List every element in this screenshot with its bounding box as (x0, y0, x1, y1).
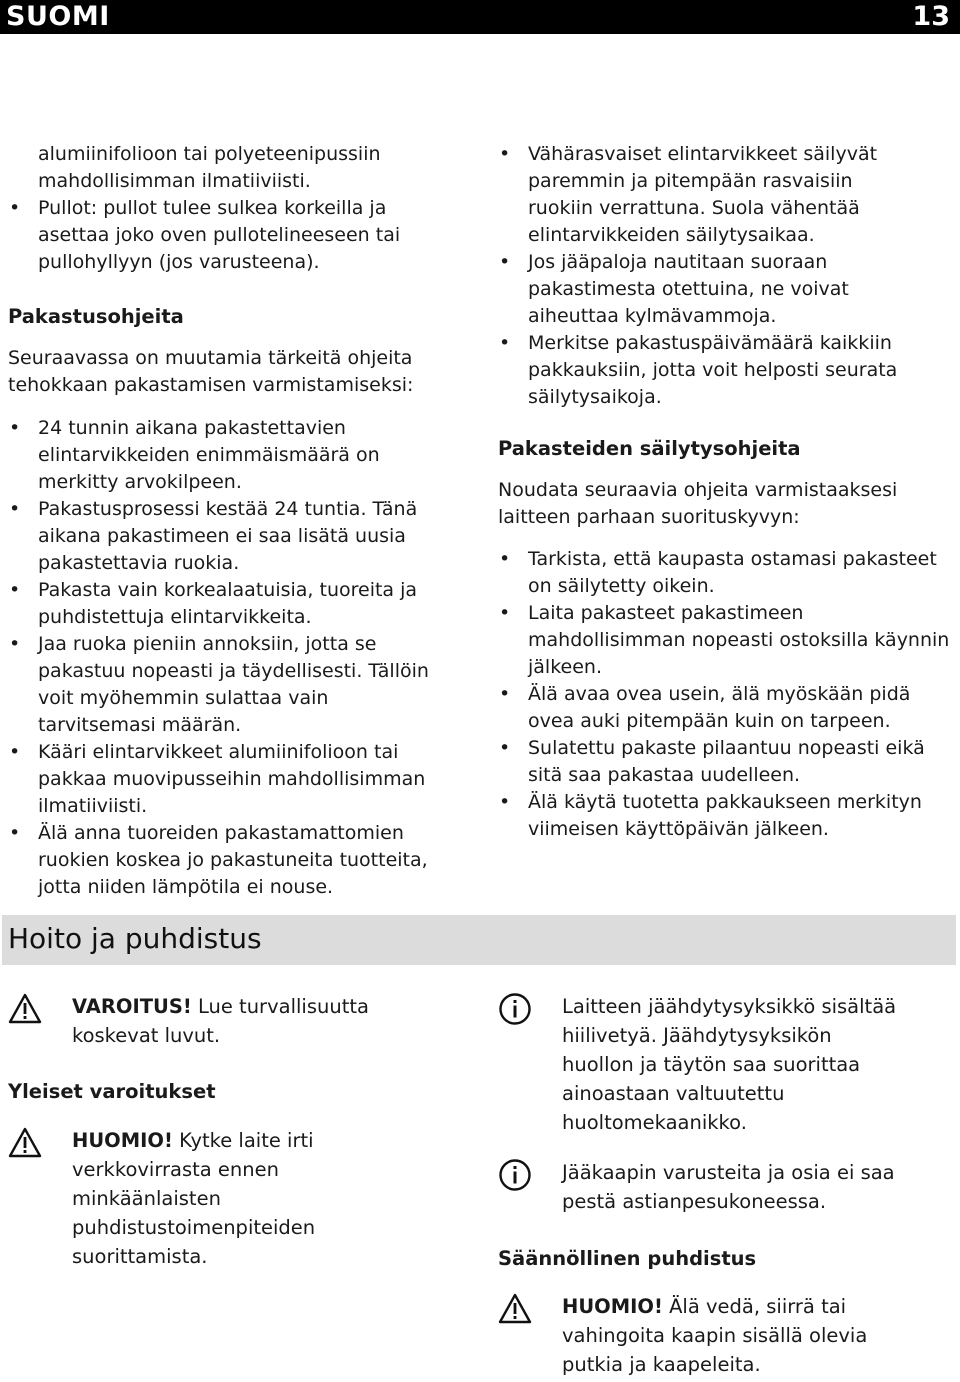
list-item: • Merkitse pakastuspäivämäärä kaikkiin pakkauksiin, jotta voit helposti seurata säilytysaikoja. (499, 332, 898, 408)
page-header (0, 0, 960, 34)
list-item: • Älä anna tuoreiden pakastamattomien ruokien koskea jo pakastuneita tuotteita, jotta niiden lämpötila ei nouse. (9, 822, 428, 898)
warning-triangle-icon (498, 1292, 532, 1326)
bullet-icon: • (499, 143, 511, 165)
warning-triangle-icon (8, 992, 42, 1026)
storage-intro: Noudata seuraavia ohjeita varmistaaksesi laitteen parhaan suorituskyvyn: (498, 479, 898, 528)
subheading-general-warnings: Yleiset varoitukset (8, 1080, 216, 1103)
info-circle-icon (498, 1158, 532, 1192)
info-note-dishwasher (498, 1158, 938, 1222)
bullet-icon: • (499, 683, 511, 705)
list-item: • Sulatettu pakaste pilaantuu nopeasti eikä sitä saa pakastaa uudelleen. (499, 737, 925, 786)
bullet-icon: • (9, 417, 21, 439)
list-item: • Pakastusprosessi kestää 24 tuntia. Tänä aikana pakastimeen ei saa lisätä uusia pakastettavia ruokia. (9, 498, 418, 574)
list-item: • Vähärasvaiset elintarvikkeet säilyvät paremmin ja pitempään rasvaisiin ruokiin verrattuna. Suola vähentää elintarvikkeiden säilytysaikaa. (499, 143, 878, 246)
bullet-icon: • (499, 602, 511, 624)
bullet-icon: • (499, 548, 511, 570)
storage-bullet-list (498, 141, 918, 411)
freezing-intro: Seuraavassa on muutamia tärkeitä ohjeita tehokkaan pakastamisen varmistamiseksi: (8, 347, 414, 396)
bullet-icon: • (9, 822, 21, 844)
section-title: Hoito ja puhdistus (8, 922, 262, 955)
right-column (498, 141, 956, 843)
left-column (8, 141, 468, 901)
bullet-icon: • (499, 791, 511, 813)
bullet-icon: • (9, 633, 21, 655)
caution-note (8, 1126, 448, 1276)
caution-label: HUOMIO! (72, 1129, 173, 1152)
list-item: • Jos jääpaloja nautitaan suoraan pakastimesta otettuina, ne voivat aiheuttaa kylmävammoja. (499, 251, 849, 327)
caution-label: HUOMIO! (562, 1295, 663, 1318)
warning-text: Lue turvallisuutta koskevat luvut. (72, 995, 369, 1047)
list-item: • 24 tunnin aikana pakastettavien elintarvikkeiden enimmäismäärä on merkitty arvokilpeen. (9, 417, 380, 493)
list-item: • Älä avaa ovea usein, älä myöskään pidä ovea auki pitempään kuin on tarpeen. (499, 683, 911, 732)
warning-label: VAROITUS! (72, 995, 192, 1018)
freezing-bullet-list (8, 415, 448, 901)
section-heading-storage: Pakasteiden säilytysohjeita (498, 437, 801, 460)
caution-note-pipes (498, 1292, 938, 1380)
bullet-icon: • (499, 332, 511, 354)
list-item: • Jaa ruoka pieniin annoksiin, jotta se pakastuu nopeasti ja täydellisesti. Tällöin voit myöhemmin sulattaa vain tarvitsemasi määrän. (9, 633, 429, 736)
list-item: • Kääri elintarvikkeet alumiinifolioon tai pakkaa muovipusseihin mahdollisimman ilmatiiviisti. (9, 741, 426, 817)
bottle-bullet-list (8, 195, 428, 276)
info-note-refrigerant (498, 992, 938, 1142)
info-circle-icon (498, 992, 532, 1026)
list-item: • Tarkista, että kaupasta ostamasi pakasteet on säilytetty oikein. (499, 548, 937, 597)
subheading-regular-cleaning: Säännöllinen puhdistus (498, 1247, 757, 1270)
list-item: • Pakasta vain korkealaatuisia, tuoreita ja puhdistettuja elintarvikkeita. (9, 579, 418, 628)
bullet-icon: • (9, 741, 21, 763)
caution-text: Älä vedä, siirrä tai vahingoita kaapin sisällä olevia putkia ja kaapeleita. (562, 1295, 868, 1376)
language-label: SUOMI (6, 1, 110, 32)
bullet-icon: • (9, 579, 21, 601)
warning-triangle-icon (8, 1126, 42, 1160)
caution-text: Kytke laite irti verkkovirrasta ennen minkäänlaisten puhdistustoimenpiteiden suorittamista. (72, 1129, 316, 1268)
list-item: • Älä käytä tuotetta pakkaukseen merkityn viimeisen käyttöpäivän jälkeen. (499, 791, 922, 840)
section-heading-freezing: Pakastusohjeita (8, 305, 184, 328)
bullet-icon: • (9, 197, 21, 219)
bullet-icon: • (499, 737, 511, 759)
page-number: 13 (912, 1, 950, 32)
info-text-refrigerant: Laitteen jäähdytysyksikkö sisältää hiilivetyä. Jäähdytysyksikön huollon ja täytön saa suorittaa ainoastaan valtuutettu huoltomekaanikko. (562, 995, 897, 1134)
list-item: • Laita pakasteet pakastimeen mahdollisimman nopeasti ostoksilla käynnin jälkeen. (499, 602, 950, 678)
section-title-bar (2, 915, 956, 965)
bullet-icon: • (499, 251, 511, 273)
bullet-icon: • (9, 498, 21, 520)
list-item: • Pullot: pullot tulee sulkea korkeilla ja asettaa joko oven pullotelineeseen tai pullohyllyyn (jos varusteena). (9, 197, 401, 273)
info-text-dishwasher: Jääkaapin varusteita ja osia ei saa pestä astianpesukoneessa. (562, 1161, 895, 1213)
frozen-food-bullet-list (498, 546, 954, 843)
warning-note (8, 992, 448, 1052)
continued-text: alumiinifolioon tai polyeteenipussiin mahdollisimman ilmatiiviisti. (38, 143, 381, 192)
